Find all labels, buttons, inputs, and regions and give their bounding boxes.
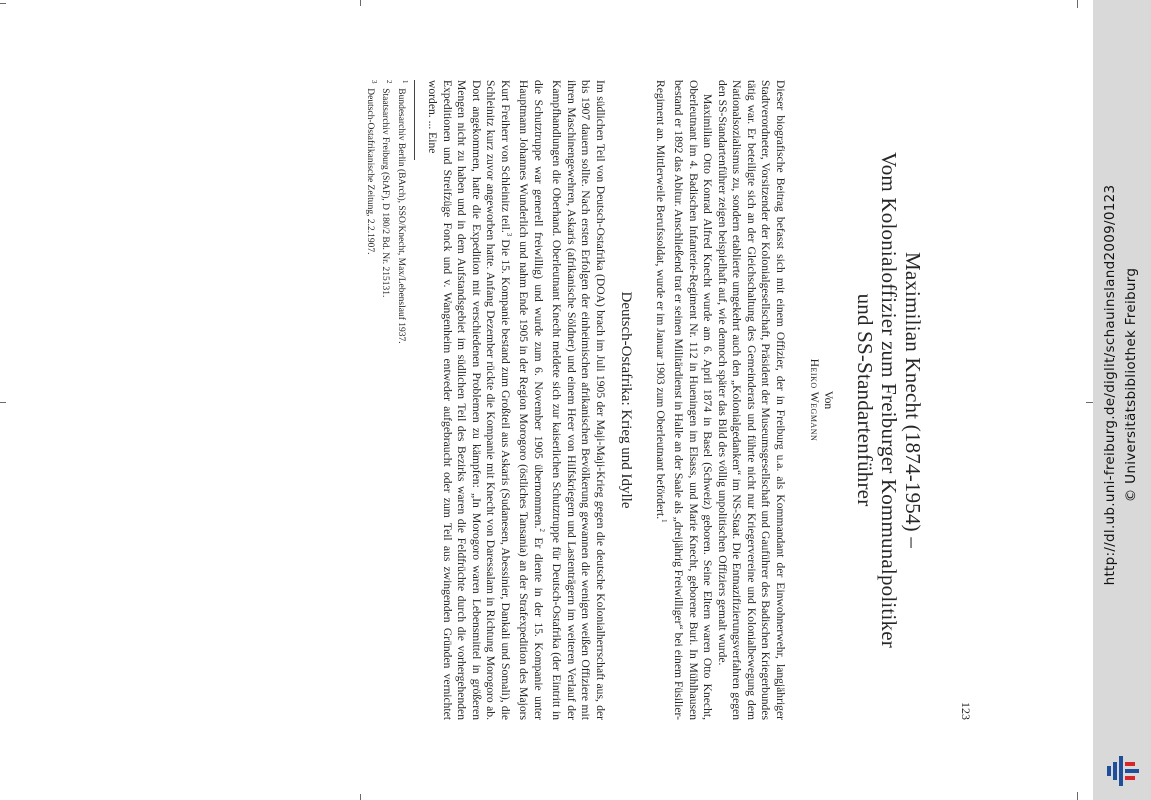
footnote-divider: [414, 80, 415, 160]
crop-mark-bottom-right: [1077, 792, 1078, 800]
paragraph-ostafrika-part-c: Die 15. Kompanie bestand zum Großteil aus Askaris (Sudanesen, Abessinier, Dankali und Somali), die Schleinitz kurz zuvor angeworben hatte. Anfang Dezember rückte die Kompanie mit Knecht von Daressalam in Richtung Morogoro ab. Dort angekommen, hatte die Expedition mit verschiedenen Problemen zu kämpfen: „In Morogoro waren Lebensmittel in größeren Mengen nicht zu haben und in dem Aufstandsgebiet im südlichen Teil des Bezirks waren die Feldfrüchte durch die vorhergehenden Expeditionen und Streifzüge Fonck und v. Wangenheim entweder aufgebraucht oder zum Teil aus zwingenden Gründen vernichtet worden. ... Eine: [426, 80, 512, 720]
logo-bar-5: [1125, 762, 1135, 766]
section-heading: Deutsch-Ostafrika: Krieg und Idylle: [617, 291, 634, 509]
byline: [807, 80, 835, 720]
footnote-ref-2: 2: [537, 528, 546, 532]
logo-bar-4: [1125, 769, 1139, 773]
logo-bar-3: [1107, 766, 1111, 776]
footnote-1: [394, 80, 410, 720]
footnote-1-text: Bundesarchiv Berlin (BArch), SSO/Knecht, Max/Lebenslauf 1937.: [395, 88, 406, 344]
title-line-3: und SS-Standartenführer: [853, 293, 877, 507]
paragraph-biography-text: Maximilian Otto Konrad Alfred Knecht wurde am 6. April 1874 in Basel (Schweiz) geboren. Seine Eltern waren Otto Knecht, Oberleutnant im 4. Badischen Infanterie-Regiment Nr. 112 in Hueningen im Elsass, und Marie Knecht, geborene Buri. In Mühlhausen bestand er 1892 das Abitur. Anschließend trat er seinen Militärdienst in Halle an der Saale als „dreijährig Freiwilliger“ bei einem Füsilier-Regiment an. Mittlerweile Berufssoldat, wurde er im Januar 1903 zum Oberleutnant befördert.: [654, 80, 715, 720]
permalink-url[interactable]: http://dl.ub.uni-freiburg.de/diglit/schauinsland2009/0123: [1102, 184, 1118, 586]
paragraph-biography: [653, 80, 715, 720]
rotated-article: [345, 80, 973, 720]
page-number: 123: [959, 702, 973, 720]
paragraph-intro: Dieser biografische Beitrag befasst sich mit einem Offizier, der in Freiburg u.a. als Kommandant der Einwohnerwehr, langjähriger Stadtverordneter, Vorsitzender der Kolonialgesellschaft, Präsident der Museumsgesellschaft und Gauführer des Badischen Kriegerbundes tätig war. Er beteiligte sich an der Gleichschaltung des Gemeinderats und führte nicht nur Kriegervereine und Kolonialbewegung dem Nationalsozialismus zu, sondern etablierte umgekehrt auch den „Kolonialgedanken“ im NS-Staat. Die Entnazifizierungsverfahren gegen den SS-Standartenführer zeigen beispielhaft auf, wie dennoch später das Bild des völlig unpolitischen Offiziers gemalt wurde.: [716, 80, 787, 720]
paragraph-ostafrika-part-b: Er diente in der 15. Kompanie unter Hauptmann Johannes Wunderlich und nahm Ende 1905 in der Region Morogoro (östliches Tansania) an der Strafexpedition des Majors Kurt Freiherr von Schleinitz teil.: [498, 80, 545, 720]
ub-freiburg-logo-icon: [1103, 756, 1143, 786]
crop-mark-left: [0, 402, 6, 403]
crop-mark-top-right: [1077, 0, 1078, 8]
footnote-2-text: Staatsarchiv Freiburg (StAF), D 180/2 Bd. Nr. 215131.: [380, 88, 391, 298]
footnote-ref-1: 1: [660, 519, 668, 523]
footnote-3-number: 3: [369, 80, 378, 84]
footnote-3-text: Deutsch-Ostafrikanische Zeitung, 2.2.1907.: [364, 88, 375, 255]
footnote-ref-3: 3: [504, 232, 513, 237]
crop-mark-bottom: [360, 794, 361, 800]
paragraph-ostafrika: [425, 80, 607, 720]
footnote-2: [379, 80, 395, 720]
library-sidebar: [1093, 0, 1151, 800]
footnote-2-number: 2: [385, 80, 394, 84]
crop-mark-right: [1086, 402, 1093, 403]
logo-bar-6: [1125, 776, 1135, 780]
footnote-3: [363, 80, 379, 720]
article-title: [853, 80, 925, 720]
title-line-1: Maximilian Knecht (1874-1954) –: [901, 251, 925, 549]
paragraph-ostafrika-part-a: Im südlichen Teil von Deutsch-Ostafrika (DOA) brach im Juli 1905 der Maji-Maji-Krieg gegen die deutsche Kolonialherrschaft aus, der bis 1907 dauern sollte. Nach ersten Erfolgen der einheimischen afrikanischen Bevölkerung gewannen die wenigen weißen Offiziere mit ihren Maschinengewehren, Askaris (afrikanische Söldner) und einem Heer von Hilfskriegern und Lastenträgern im weiteren Verlauf der Kampfhandlungen die Oberhand. Oberleutnant Knecht meldete sich zur kaiserlichen Schutztruppe für Deutsch-Ostafrika (der Eintritt in die Schutztruppe war generell freiwillig) und wurde zum 6. November 1905 übernommen.: [531, 80, 607, 720]
logo-bar-1: [1119, 756, 1123, 786]
byline-von: Von: [822, 390, 834, 410]
title-line-2: Vom Kolonialoffizier zum Freiburger Kommunalpolitiker: [877, 152, 901, 648]
crop-mark-top-left: [0, 3, 6, 4]
crop-mark-top: [360, 0, 361, 6]
author-name: Heiko Wegmann: [808, 358, 820, 442]
footnote-1-number: 1: [400, 80, 409, 84]
logo-bar-2: [1113, 762, 1117, 780]
copyright-notice: © Universitätsbibliothek Freiburg: [1123, 267, 1139, 503]
